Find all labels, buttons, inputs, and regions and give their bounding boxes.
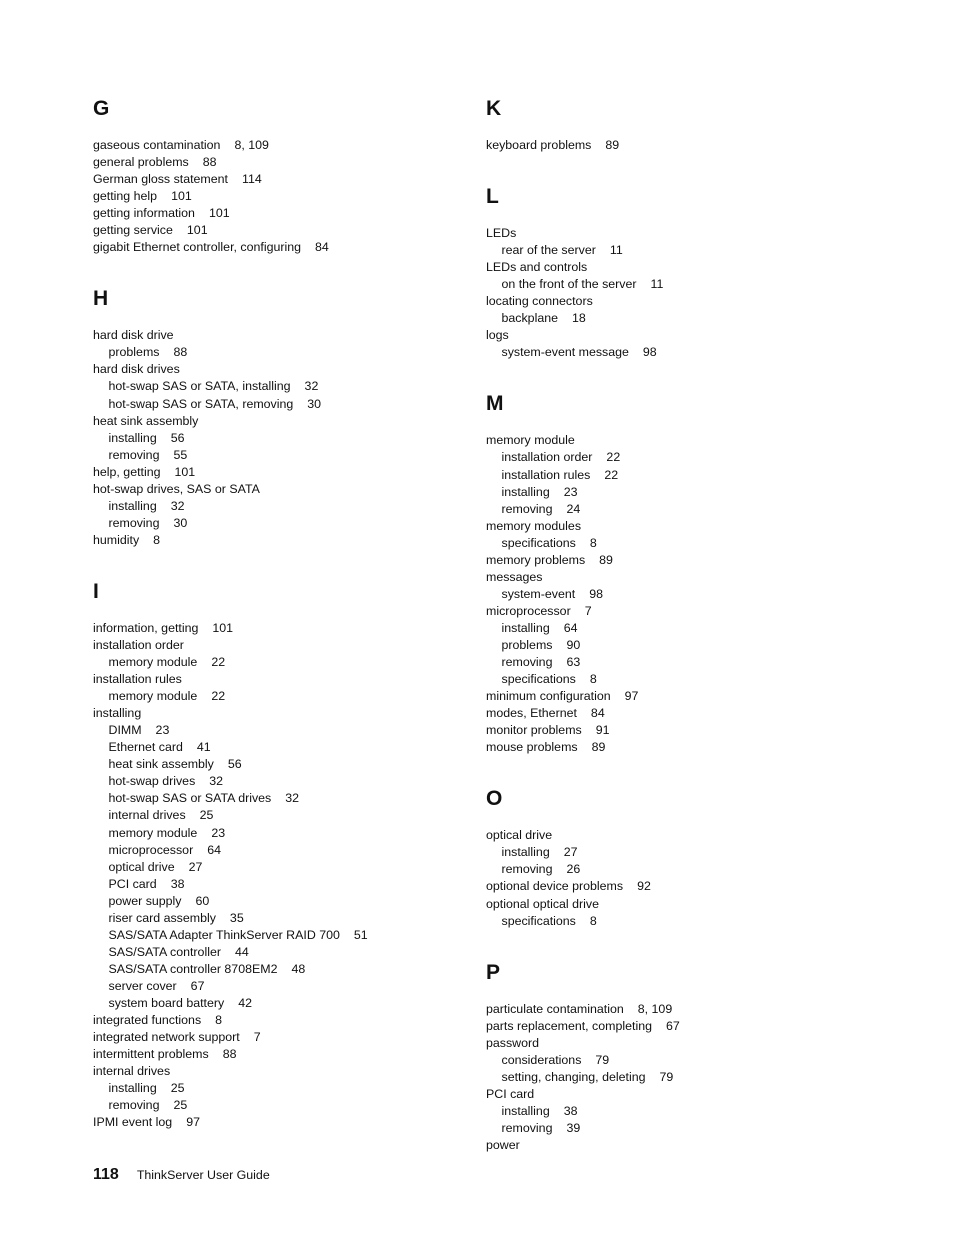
index-term: removing xyxy=(108,515,160,530)
index-subentry xyxy=(93,995,493,1012)
index-page-ref[interactable]: 32 xyxy=(304,379,319,394)
index-term: specifications xyxy=(501,672,576,687)
index-subentry xyxy=(93,756,493,773)
index-page-ref[interactable]: 23 xyxy=(563,484,578,499)
index-term: optical drive xyxy=(486,828,553,843)
index-entry xyxy=(93,239,493,256)
index-entry xyxy=(486,688,886,705)
index-subentry xyxy=(93,447,493,464)
index-subentry xyxy=(486,654,886,671)
index-subentry xyxy=(486,637,886,654)
index-entry xyxy=(486,327,886,344)
index-term: rear of the server xyxy=(501,243,596,258)
index-term: LEDs and controls xyxy=(486,260,588,275)
index-page-ref[interactable]: 41 xyxy=(196,740,211,755)
section-letter: P xyxy=(486,960,501,984)
index-term: intermittent problems xyxy=(93,1047,209,1062)
index-term: minimum configuration xyxy=(486,689,611,704)
section-letter: K xyxy=(486,97,502,120)
index-page-ref[interactable]: 88 xyxy=(173,345,188,360)
index-term: integrated network support xyxy=(93,1030,240,1045)
index-entry xyxy=(486,137,886,154)
index-subentry xyxy=(93,842,493,859)
index-term: hot-swap SAS or SATA, installing xyxy=(108,379,291,394)
index-term: gaseous contamination xyxy=(93,138,221,152)
index-term: optical drive xyxy=(108,859,175,874)
index-subentry xyxy=(93,876,493,893)
index-page-ref[interactable]: 97 xyxy=(186,1115,200,1130)
index-entry xyxy=(93,137,493,154)
index-page-ref[interactable]: 101 xyxy=(186,223,208,238)
section-letter: G xyxy=(93,97,110,120)
index-term: riser card assembly xyxy=(108,910,216,925)
index-entry xyxy=(486,827,886,844)
index-page-ref[interactable]: 25 xyxy=(170,1081,185,1096)
index-term: removing xyxy=(108,447,160,462)
index-term: SAS/SATA controller 8708EM2 xyxy=(108,961,278,976)
section-letter: I xyxy=(93,579,99,603)
index-page-ref[interactable]: 55 xyxy=(173,447,188,462)
index-term: gigabit Ethernet controller, configuring xyxy=(93,240,302,255)
index-term: internal drives xyxy=(93,1064,171,1079)
index-term: removing xyxy=(501,655,553,670)
index-term: password xyxy=(486,1035,540,1050)
index-page-ref[interactable]: 67 xyxy=(665,1018,680,1033)
index-term: hot-swap SAS or SATA, removing xyxy=(108,396,294,411)
index-term: power xyxy=(486,1137,520,1152)
index-term: removing xyxy=(108,1098,160,1113)
index-page-ref[interactable]: 48 xyxy=(291,961,306,976)
index-entry xyxy=(486,225,886,242)
index-page-ref[interactable]: 25 xyxy=(173,1098,188,1113)
index-page-ref[interactable]: 44 xyxy=(234,944,249,959)
index-entry xyxy=(93,1012,493,1029)
index-term: problems xyxy=(108,345,160,360)
index-term: integrated functions xyxy=(93,1013,202,1028)
index-term: modes, Ethernet xyxy=(486,706,577,721)
index-term: on the front of the server xyxy=(501,277,637,292)
index-page-ref[interactable]: 63 xyxy=(566,655,581,670)
index-term: removing xyxy=(501,501,553,516)
index-subentry xyxy=(486,484,886,501)
index-page-ref[interactable]: 67 xyxy=(190,978,205,993)
index-section-m xyxy=(486,391,886,756)
page-number: 118 xyxy=(93,1166,119,1183)
index-entry xyxy=(93,481,493,498)
index-section-h xyxy=(93,286,493,549)
index-term: German gloss statement xyxy=(93,172,228,187)
index-subentry xyxy=(93,893,493,910)
index-section-g xyxy=(93,96,493,256)
index-term: DIMM xyxy=(108,723,142,738)
index-subentry xyxy=(93,688,493,705)
index-page-ref[interactable]: 32 xyxy=(170,498,185,513)
index-subentry xyxy=(93,739,493,756)
index-page-ref[interactable]: 79 xyxy=(659,1069,674,1084)
index-term: SAS/SATA Adapter ThinkServer RAID 700 xyxy=(108,927,340,942)
index-page-ref[interactable]: 18 xyxy=(572,311,586,326)
index-page-ref[interactable]: 88 xyxy=(202,155,217,170)
index-entry xyxy=(93,327,493,344)
index-term: installation rules xyxy=(501,467,591,482)
index-term: specifications xyxy=(501,913,576,928)
index-term: installing xyxy=(501,620,550,635)
index-subentry xyxy=(486,1103,886,1120)
index-term: IPMI event log xyxy=(93,1115,173,1130)
index-column-left xyxy=(93,96,493,1161)
index-page-ref[interactable]: 89 xyxy=(599,552,613,567)
index-page-ref[interactable]: 8 xyxy=(589,913,597,928)
index-term: messages xyxy=(486,569,543,584)
index-subentry xyxy=(93,961,493,978)
index-page-ref[interactable]: 114 xyxy=(241,172,262,187)
index-page-ref[interactable]: 11 xyxy=(609,243,623,258)
index-page-ref[interactable]: 92 xyxy=(637,879,651,894)
index-subentry xyxy=(93,1080,493,1097)
index-entry xyxy=(93,205,493,222)
book-title: ThinkServer User Guide xyxy=(136,1168,270,1182)
index-term: system-event xyxy=(501,586,576,601)
index-term: setting, changing, deleting xyxy=(501,1069,646,1084)
index-term: heat sink assembly xyxy=(93,413,199,428)
index-subentry xyxy=(93,859,493,876)
index-term: hot-swap drives xyxy=(108,774,196,789)
index-page-ref[interactable]: 89 xyxy=(605,138,620,152)
index-subentry xyxy=(486,861,886,878)
index-term: LEDs xyxy=(486,226,517,241)
index-term: system-event message xyxy=(501,345,629,360)
index-subentry xyxy=(93,396,493,413)
index-subentry xyxy=(93,722,493,739)
index-term: hot-swap drives, SAS or SATA xyxy=(93,481,260,496)
index-term: memory module xyxy=(108,825,198,840)
index-subentry xyxy=(93,790,493,807)
index-term: microprocessor xyxy=(108,842,194,857)
index-subentry xyxy=(93,430,493,447)
index-entry xyxy=(93,1114,493,1131)
section-letter: M xyxy=(486,392,504,416)
index-term: mouse problems xyxy=(486,740,578,755)
index-page-ref[interactable]: 22 xyxy=(211,655,226,670)
section-letter: L xyxy=(486,185,499,209)
index-term: memory problems xyxy=(486,552,586,567)
section-letter: H xyxy=(93,287,109,311)
index-entry xyxy=(93,154,493,171)
index-page-ref[interactable]: 11 xyxy=(650,277,664,292)
index-term: installation rules xyxy=(93,672,182,687)
index-term: particulate contamination xyxy=(486,1001,624,1016)
index-page-ref[interactable]: 32 xyxy=(285,791,300,806)
index-page-ref[interactable]: 22 xyxy=(211,689,226,704)
index-page-ref[interactable]: 8, 109 xyxy=(234,138,269,152)
index-entry xyxy=(486,293,886,310)
index-entry xyxy=(486,1018,886,1035)
index-page-ref[interactable]: 7 xyxy=(584,603,592,618)
index-entry xyxy=(93,532,493,549)
index-term: hard disk drives xyxy=(93,362,180,377)
index-subentry xyxy=(486,449,886,466)
section-letter: O xyxy=(486,787,503,811)
index-term: SAS/SATA controller xyxy=(108,944,221,959)
index-page-ref[interactable]: 101 xyxy=(208,206,230,221)
index-subentry xyxy=(486,1069,886,1086)
index-term: PCI card xyxy=(108,876,157,891)
index-page-ref[interactable]: 8, 109 xyxy=(637,1001,673,1016)
index-entry xyxy=(486,705,886,722)
index-subentry xyxy=(486,620,886,637)
index-term: getting help xyxy=(93,189,158,204)
index-entry xyxy=(486,569,886,586)
index-entry xyxy=(486,1086,886,1103)
index-page-ref[interactable]: 8 xyxy=(589,535,597,550)
index-entry xyxy=(486,1001,886,1018)
index-page-ref[interactable]: 32 xyxy=(209,774,224,789)
index-subentry xyxy=(93,944,493,961)
index-page-ref[interactable]: 101 xyxy=(171,189,192,204)
index-entry xyxy=(93,188,493,205)
index-term: keyboard problems xyxy=(486,138,592,152)
index-page-ref[interactable]: 23 xyxy=(155,723,170,738)
index-entry xyxy=(486,1137,886,1154)
index-term: microprocessor xyxy=(486,603,571,618)
index-entry xyxy=(486,518,886,535)
index-page-ref[interactable]: 27 xyxy=(188,859,203,874)
index-page-ref[interactable]: 101 xyxy=(174,464,196,479)
index-page-ref[interactable]: 8 xyxy=(589,672,597,687)
index-subentry xyxy=(486,1052,886,1069)
index-page-ref[interactable]: 27 xyxy=(563,845,578,860)
index-entry xyxy=(93,1063,493,1080)
index-term: considerations xyxy=(501,1052,582,1067)
index-term: memory module xyxy=(486,433,575,448)
index-page-ref[interactable]: 98 xyxy=(589,586,603,601)
index-entry xyxy=(93,620,493,637)
index-term: system board battery xyxy=(108,995,225,1010)
index-subentry xyxy=(486,1120,886,1137)
index-term: getting service xyxy=(93,223,173,238)
index-term: hot-swap SAS or SATA drives xyxy=(108,791,272,806)
index-section-o xyxy=(486,786,886,929)
index-entry xyxy=(486,432,886,449)
index-entry xyxy=(486,896,886,913)
index-page-ref[interactable]: 88 xyxy=(222,1047,237,1062)
index-subentry xyxy=(486,586,886,603)
index-term: parts replacement, completing xyxy=(486,1018,652,1033)
index-subentry xyxy=(93,978,493,995)
index-page-ref[interactable]: 101 xyxy=(212,620,234,635)
page-footer xyxy=(93,1163,270,1187)
index-page-ref[interactable]: 97 xyxy=(624,689,639,704)
index-term: power supply xyxy=(108,893,182,908)
index-subentry xyxy=(486,310,886,327)
index-term: optional device problems xyxy=(486,879,624,894)
index-subentry xyxy=(93,1097,493,1114)
index-term: server cover xyxy=(108,978,177,993)
index-subentry xyxy=(486,844,886,861)
index-page-ref[interactable]: 98 xyxy=(642,345,657,360)
index-page-ref[interactable]: 25 xyxy=(199,808,214,823)
index-column-right xyxy=(486,96,886,1184)
index-term: heat sink assembly xyxy=(108,757,214,772)
index-term: installing xyxy=(501,845,550,860)
index-subentry xyxy=(93,927,493,944)
index-entry xyxy=(93,1046,493,1063)
index-section-l xyxy=(486,184,886,361)
index-section-p xyxy=(486,960,886,1154)
index-page-ref[interactable]: 8 xyxy=(153,532,161,547)
index-page-ref[interactable]: 8 xyxy=(215,1013,223,1028)
index-term: memory module xyxy=(108,689,198,704)
index-page-ref[interactable]: 7 xyxy=(253,1030,261,1045)
index-page-ref[interactable]: 24 xyxy=(566,501,581,516)
index-term: information, getting xyxy=(93,620,199,635)
index-subentry xyxy=(486,501,886,518)
index-page-ref[interactable]: 79 xyxy=(595,1052,610,1067)
index-subentry xyxy=(93,344,493,361)
index-page-ref[interactable]: 42 xyxy=(238,995,252,1010)
index-term: installation order xyxy=(501,450,593,465)
index-page-ref[interactable]: 38 xyxy=(170,876,185,891)
index-page-ref[interactable]: 64 xyxy=(563,620,578,635)
index-page-ref[interactable]: 22 xyxy=(604,467,619,482)
index-term: internal drives xyxy=(108,808,186,823)
index-entry xyxy=(93,1029,493,1046)
index-page-ref[interactable]: 35 xyxy=(229,910,244,925)
index-entry xyxy=(486,878,886,895)
index-subentry xyxy=(93,654,493,671)
index-page-ref[interactable]: 23 xyxy=(211,825,226,840)
index-term: installing xyxy=(108,1081,157,1096)
index-subentry xyxy=(486,671,886,688)
index-term: general problems xyxy=(93,155,189,170)
index-term: installation order xyxy=(93,637,184,652)
index-entry xyxy=(93,671,493,688)
index-subentry xyxy=(93,378,493,395)
index-subentry xyxy=(486,535,886,552)
index-term: locating connectors xyxy=(486,294,593,309)
index-page-ref[interactable]: 56 xyxy=(170,430,185,445)
index-term: specifications xyxy=(501,535,576,550)
index-subentry xyxy=(93,773,493,790)
index-term: installing xyxy=(501,484,550,499)
index-subentry xyxy=(486,913,886,930)
index-term: removing xyxy=(501,862,553,877)
index-page-ref[interactable]: 39 xyxy=(566,1120,581,1135)
index-subentry xyxy=(486,467,886,484)
index-entry xyxy=(93,413,493,430)
index-term: installing xyxy=(108,430,157,445)
index-entry xyxy=(93,637,493,654)
index-subentry xyxy=(93,807,493,824)
index-term: memory modules xyxy=(486,518,582,533)
index-term: installing xyxy=(501,1103,550,1118)
index-term: removing xyxy=(501,1120,553,1135)
index-subentry xyxy=(486,242,886,259)
index-entry xyxy=(93,464,493,481)
index-page-ref[interactable]: 91 xyxy=(595,723,610,738)
index-term: optional optical drive xyxy=(486,896,599,911)
index-section-i xyxy=(93,579,493,1131)
index-page-ref[interactable]: 38 xyxy=(563,1103,578,1118)
index-term: installing xyxy=(93,706,142,721)
index-term: monitor problems xyxy=(486,723,582,738)
index-term: memory module xyxy=(108,655,198,670)
index-subentry xyxy=(486,344,886,361)
index-page-ref[interactable]: 51 xyxy=(353,927,368,942)
index-term: backplane xyxy=(501,311,558,326)
index-entry xyxy=(93,222,493,239)
index-entry xyxy=(93,171,493,188)
index-page-ref[interactable]: 30 xyxy=(307,396,322,411)
index-entry xyxy=(93,361,493,378)
index-page-ref[interactable]: 89 xyxy=(591,740,606,755)
index-entry xyxy=(93,705,493,722)
index-entry xyxy=(486,1035,886,1052)
index-section-k xyxy=(486,96,886,154)
index-page-ref[interactable]: 22 xyxy=(606,450,621,465)
index-term: logs xyxy=(486,328,509,343)
index-page-ref[interactable]: 84 xyxy=(315,240,329,255)
index-page-ref[interactable]: 56 xyxy=(227,757,242,772)
index-term: Ethernet card xyxy=(108,740,183,755)
index-page-ref[interactable]: 30 xyxy=(173,515,188,530)
index-page-ref[interactable]: 60 xyxy=(195,893,210,908)
index-term: hard disk drive xyxy=(93,328,174,343)
index-entry xyxy=(486,739,886,756)
index-term: installing xyxy=(108,498,157,513)
index-term: help, getting xyxy=(93,464,161,479)
index-entry xyxy=(486,259,886,276)
index-page-ref[interactable]: 90 xyxy=(566,637,581,652)
index-subentry xyxy=(93,515,493,532)
index-entry xyxy=(486,603,886,620)
index-term: problems xyxy=(501,637,553,652)
index-entry xyxy=(486,552,886,569)
index-page-ref[interactable]: 26 xyxy=(566,862,581,877)
index-page-ref[interactable]: 64 xyxy=(207,842,221,857)
index-term: humidity xyxy=(93,532,140,547)
index-term: getting information xyxy=(93,206,195,221)
index-subentry xyxy=(486,276,886,293)
index-subentry xyxy=(93,498,493,515)
index-subentry xyxy=(93,825,493,842)
index-subentry xyxy=(93,910,493,927)
index-page-ref[interactable]: 84 xyxy=(590,706,605,721)
index-entry xyxy=(486,722,886,739)
index-term: PCI card xyxy=(486,1086,535,1101)
